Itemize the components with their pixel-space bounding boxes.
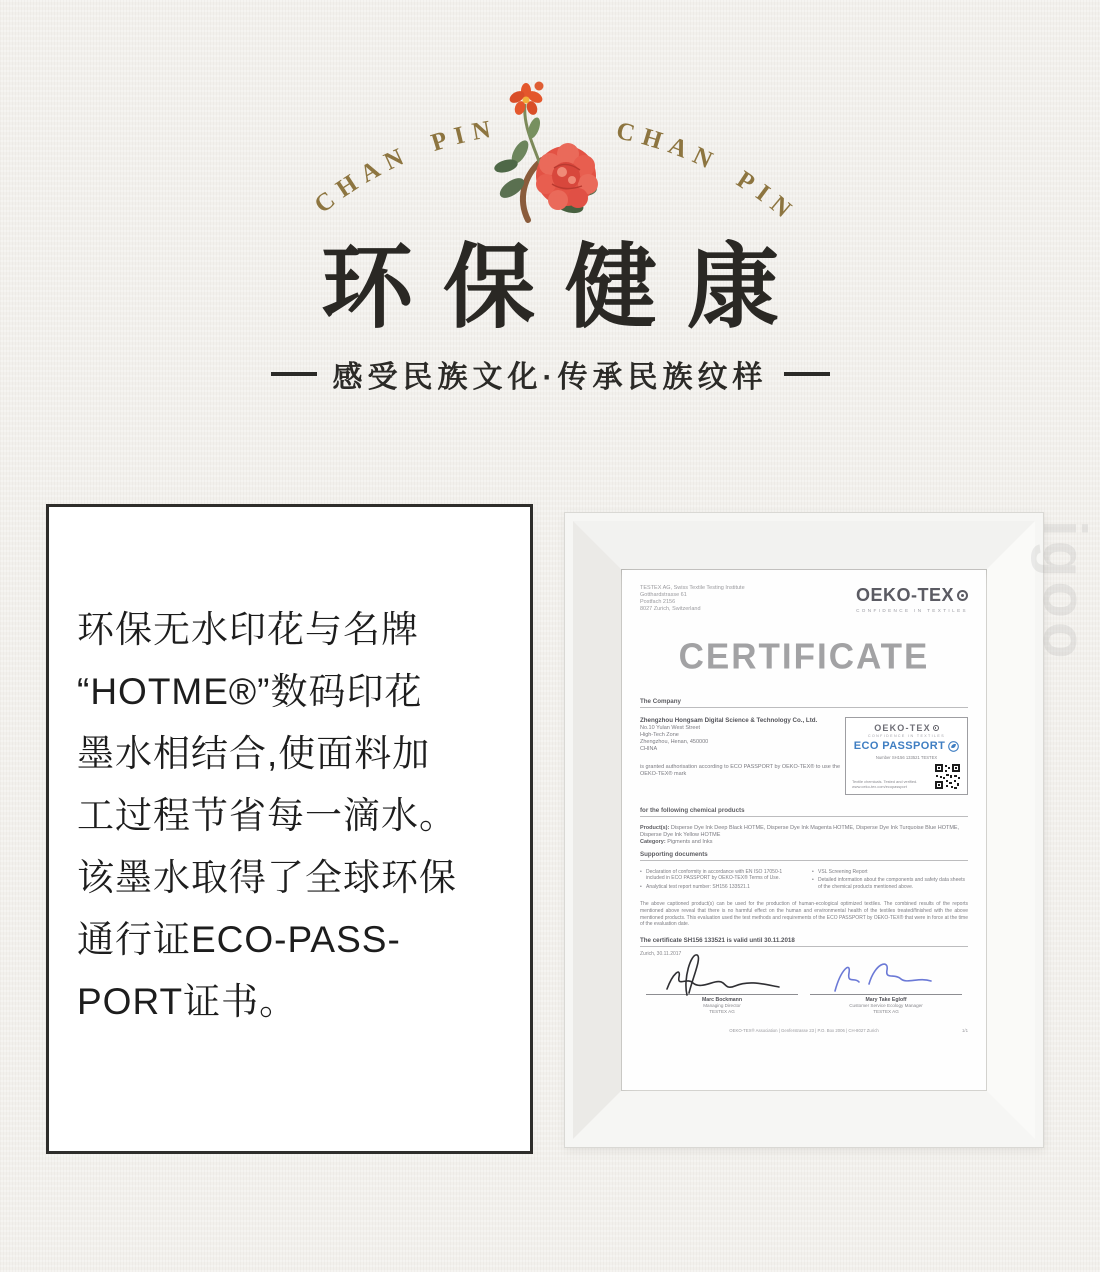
- subtitle-dash-right: [784, 372, 830, 376]
- intro-text-line: 墨水相结合,使面料加: [77, 733, 431, 774]
- scope-heading: for the following chemical products: [640, 806, 745, 814]
- signer-title: Customer Service Ecology Manager: [849, 1003, 923, 1009]
- page-title: 环保健康: [320, 237, 809, 339]
- company-address-line: No.10 Yulan West Street: [640, 724, 701, 731]
- eco-passport-badge: [845, 717, 968, 795]
- signature-line: [646, 994, 798, 995]
- company-address-line: Zhengzhou, Henan, 450000: [640, 738, 709, 745]
- signer-title: Managing Director: [703, 1003, 741, 1009]
- category-text: Pigments and Inks: [667, 838, 713, 845]
- bullet-item: • Analytical test report number: SH156 133521.1: [640, 884, 796, 891]
- divider: [640, 946, 968, 947]
- validity-line: The certificate SH156 133521 is valid until 30.11.2018: [640, 937, 795, 945]
- page-subtitle: 感受民族文化·传承民族纹样: [332, 361, 768, 394]
- signer-name: Mary Take Egloff: [865, 997, 907, 1004]
- category-line: [640, 839, 968, 846]
- badge-brand-text: OEKO-TEX: [874, 723, 931, 733]
- intro-text-line: “HOTME®”数码印花: [77, 671, 423, 712]
- intro-text-line: PORT证书。: [77, 981, 298, 1022]
- oeko-tex-tagline: CONFIDENCE IN TEXTILES: [856, 608, 968, 613]
- signature-line: [810, 994, 962, 995]
- company-name: Zhengzhou Hongsam Digital Science & Technology Co., Ltd.: [640, 717, 818, 724]
- badge-verify-line: www.oeko-tex.com/ecopassport: [852, 784, 907, 790]
- certificate-paper: [622, 570, 986, 1090]
- watermark-text: igoo: [1031, 520, 1098, 663]
- cert-sender-line: Gotthardstrasse 61: [640, 592, 687, 598]
- signer-name: Marc Bockmann: [701, 997, 743, 1004]
- certificate-footer-text: OEKO-TEX® Association | Genferstrasse 23 | P.O. Box 2006 | CH-8027 Zurich: [729, 1028, 879, 1034]
- bullet-item: • VSL Screening Report: [812, 869, 968, 876]
- signature-block-left: [646, 957, 798, 1015]
- eco-passport-label: ECO PASSPORT: [853, 740, 946, 752]
- oeko-tex-logo: [856, 585, 968, 613]
- bullet-list-left: [640, 869, 796, 893]
- signer-org: TESTEX AG: [873, 1009, 899, 1015]
- intro-box: [46, 504, 533, 1154]
- bullet-list-right: [812, 869, 968, 893]
- badge-verify-text: [852, 779, 917, 789]
- signature-right-ink: [821, 951, 951, 997]
- cert-sender-line: Postfach 2156: [640, 599, 676, 605]
- cert-sender-line: TESTEX AG, Swiss Textile Testing Institute: [640, 585, 745, 591]
- signer-org: TESTEX AG: [709, 1009, 735, 1015]
- products-text: Disperse Dye Ink Deep Black HOTME, Disperse Dye Ink Magenta HOTME, Disperse Dye Ink Turquoise Blue HOTME, Disperse Dye Ink Yellow HOTME: [640, 824, 960, 838]
- company-label: The Company: [640, 698, 681, 705]
- products-line: [640, 825, 968, 839]
- intro-text-line: 该墨水取得了全球环保: [77, 857, 457, 898]
- certificate-page-number: 1/1: [962, 1028, 968, 1034]
- products-label: Product(s):: [640, 824, 670, 831]
- badge-verify-line: Textile chemicals. Tested and verified.: [852, 779, 918, 785]
- oeko-tex-ring-icon: [957, 590, 968, 601]
- intro-text: [49, 507, 530, 1033]
- divider: [640, 816, 968, 817]
- certificate-body-paragraph: The above captioned product(s) can be used for the production of human-ecological optimized textiles. The combined results of the reports mentioned above reveal that there is no harmful effect on the human and environmental health of the textiles treated/finished with the above mentioned products. This evaluation used the test methods and requirements of the ECO PASSPORT by OEKO-TEX® that were in force at the time of the evaluation date.: [640, 901, 968, 928]
- subtitle-dash-left: [271, 372, 317, 376]
- qr-code: [934, 763, 961, 790]
- flower-illustration: [493, 82, 598, 221]
- brand-arc-text-left: CHAN PIN: [309, 114, 501, 219]
- signature-left-ink: [657, 951, 787, 997]
- badge-ring-icon: [933, 725, 939, 731]
- intro-text-line: 工过程节省每一滴水。: [77, 795, 457, 836]
- cert-sender-block: [640, 585, 745, 613]
- brand-arc-text-right: CHAN PIN: [613, 117, 803, 229]
- oeko-tex-logo-text: OEKO-TEX: [855, 585, 954, 605]
- supporting-heading: Supporting documents: [640, 850, 708, 858]
- intro-text-line: 环保无水印花与名牌: [77, 609, 419, 650]
- badge-number: Number SH156 133521 TESTEX: [875, 754, 938, 760]
- certificate-title: CERTIFICATE: [678, 636, 930, 677]
- company-address-line: High-Tech Zone: [640, 731, 679, 738]
- place-date: Zurich, 30.11.2017: [640, 951, 682, 958]
- eco-passport-globe-icon: [948, 741, 959, 752]
- divider: [640, 860, 968, 861]
- divider: [640, 707, 968, 708]
- decorative-header: [0, 0, 1100, 250]
- certificate-frame: [565, 513, 1043, 1147]
- grant-text: is granted authorisation according to ECO PASSPORT by OEKO-TEX® to use the OEKO-TEX® mark: [640, 763, 841, 777]
- peony-bloom: [536, 143, 598, 210]
- cert-sender-line: 8027 Zurich, Switzerland: [640, 606, 701, 612]
- bullet-item: • Detailed information about the components and safety data sheets of the chemical products mentioned above.: [812, 877, 968, 890]
- page-subtitle-row: [0, 352, 1100, 396]
- signature-block-right: [810, 957, 962, 1015]
- intro-text-line: 通行证ECO-PASS-: [77, 919, 401, 960]
- bullet-item: • Declaration of conformity in accordance with EN ISO 17050-1 included in ECO PASSPORT by OEKO-TEX® Terms of Use.: [640, 869, 796, 882]
- badge-tagline: CONFIDENCE IN TEXTILES: [867, 734, 946, 738]
- category-label: Category:: [640, 838, 666, 845]
- company-address-line: CHINA: [640, 745, 658, 752]
- certificate-footer: [640, 1028, 968, 1033]
